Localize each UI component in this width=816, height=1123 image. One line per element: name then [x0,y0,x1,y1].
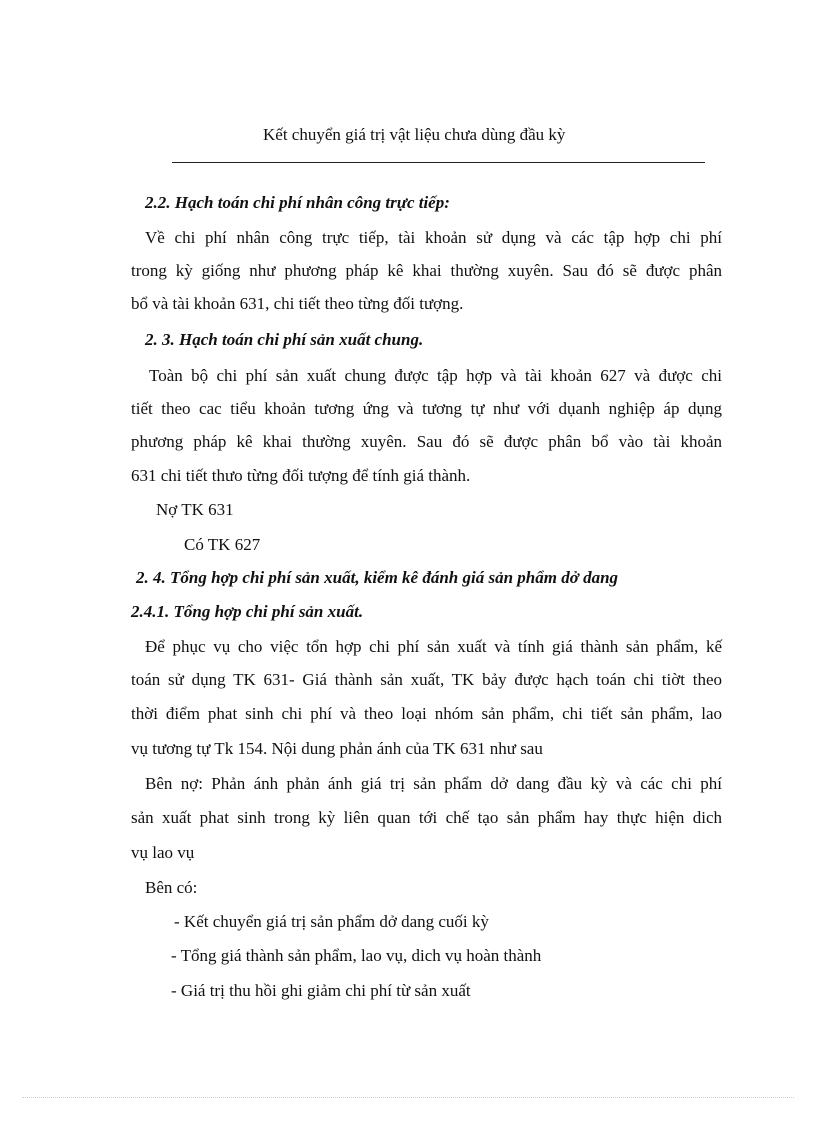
paragraph-line: toán sử dụng TK 631- Giá thành sản xuất, TK bảy được hạch toán chi tiờt theo [131,670,722,689]
paragraph-line: phương pháp kê khai thường xuyên. Sau đó sẽ được phân bổ vào tài khoản [131,432,722,451]
paragraph-line: Bên nợ: Phản ánh phản ánh giá trị sản phẩm dở dang đầu kỳ và các chi phí [145,774,722,793]
heading-2-4-1: 2.4.1. Tổng hợp chi phí sản xuất. [131,602,364,621]
heading-2-3: 2. 3. Hạch toán chi phí sản xuất chung. [145,330,424,349]
credit-entry: Có TK 627 [184,535,261,554]
caption-underline [172,162,705,163]
paragraph-line: trong kỳ giống như phương pháp kê khai thường xuyên. Sau đó sẽ được phân [131,261,722,280]
heading-2-4: 2. 4. Tổng hợp chi phí sản xuất, kiểm kê đánh giá sản phẩm dở dang [136,568,619,587]
paragraph-line: tiết theo cac tiểu khoản tương ứng và tương tự như với dụanh nghiệp áp dụng [131,399,722,418]
list-item: - Kết chuyển giá trị sản phẩm dở dang cuối kỳ [174,912,489,931]
paragraph-line: Về chi phí nhân công trực tiếp, tài khoản sử dụng và các tập hợp chi phí [145,228,722,247]
transfer-caption: Kết chuyển giá trị vật liệu chưa dùng đầu kỳ [263,125,566,144]
list-item: - Giá trị thu hồi ghi giảm chi phí từ sản xuất [171,981,471,1000]
paragraph-line: 631 chi tiết thưo từng đối tượng để tính giá thành. [131,466,471,485]
list-item: - Tổng giá thành sản phẩm, lao vụ, dich vụ hoàn thành [171,946,542,965]
heading-2-2: 2.2. Hạch toán chi phí nhân công trực tiếp: [145,193,450,212]
debit-entry: Nợ TK 631 [156,500,234,519]
page-bottom-divider [22,1097,794,1098]
paragraph-line: vụ lao vụ [131,843,195,862]
paragraph-line: thời điểm phat sinh chi phí và theo loại nhóm sản phẩm, chi tiết sản phẩm, lao [131,704,722,723]
paragraph-line: Toàn bộ chi phí sản xuất chung được tập hợp và tài khoản 627 và được chi [149,366,722,385]
paragraph-line: bổ và tài khoản 631, chi tiết theo từng đối tượng. [131,294,464,313]
credit-side-label: Bên có: [145,878,198,897]
paragraph-line: vụ tương tự Tk 154. Nội dung phản ánh của TK 631 như sau [131,739,543,758]
paragraph-line: Để phục vụ cho việc tổn hợp chi phí sản xuất và tính giá thành sản phẩm, kế [145,637,722,656]
paragraph-line: sản xuất phat sinh trong kỳ liên quan tới chế tạo sản phẩm hay thực hiện dich [131,808,722,827]
